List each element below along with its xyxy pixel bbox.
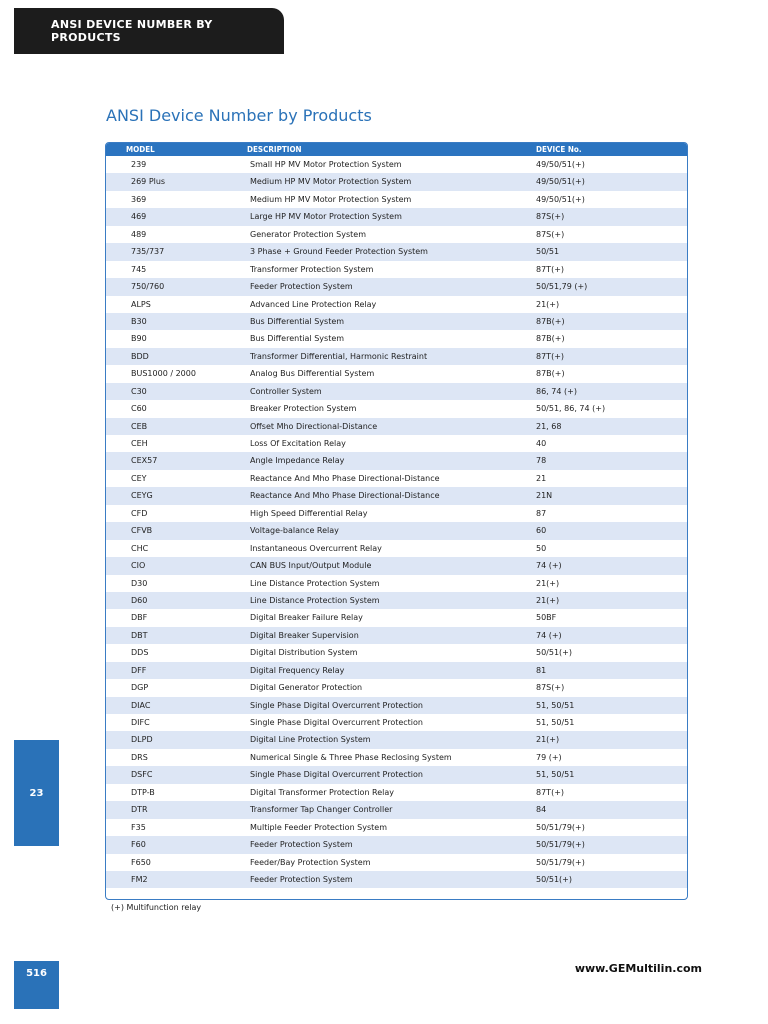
cell-description: Bus Differential System — [250, 334, 345, 344]
chapter-tab — [14, 740, 59, 846]
cell-device-no: 87S(+) — [536, 229, 565, 239]
cell-device-no: 50/51, 86, 74 (+) — [536, 404, 606, 414]
cell-model: DIFC — [131, 718, 150, 727]
cell-description: Reactance And Mho Phase Directional-Distance — [250, 473, 440, 483]
cell-device-no: 49/50/51(+) — [536, 194, 585, 204]
cell-device-no: 51, 50/51 — [536, 770, 575, 780]
cell-model: DTP-B — [131, 787, 155, 797]
cell-device-no: 86, 74 (+) — [536, 386, 577, 396]
cell-model: BDD — [131, 351, 149, 361]
cell-description: Medium HP MV Motor Protection System — [250, 177, 412, 187]
cell-model: 735/737 — [131, 247, 165, 257]
cell-device-no: 21(+) — [536, 735, 560, 745]
cell-device-no: 78 — [536, 456, 547, 466]
table-row — [106, 679, 687, 696]
cell-description: Digital Generator Protection — [250, 683, 363, 693]
cell-description: Angle Impedance Relay — [250, 456, 345, 466]
table-row — [106, 487, 687, 504]
cell-device-no: 50/51(+) — [536, 648, 572, 658]
cell-device-no: 87T(+) — [536, 351, 565, 361]
table-row — [106, 226, 687, 243]
cell-model: 750/760 — [131, 282, 165, 292]
cell-model: DLPD — [131, 735, 153, 745]
cell-model: D30 — [131, 578, 148, 588]
cell-device-no: 50/51/79(+) — [536, 840, 585, 850]
cell-model: 745 — [131, 264, 147, 274]
cell-description: Medium HP MV Motor Protection System — [250, 194, 412, 204]
cell-device-no: 87B(+) — [536, 369, 565, 379]
cell-device-no: 50/51,79 (+) — [536, 282, 588, 292]
table-row — [106, 505, 687, 522]
cell-device-no: 50/51(+) — [536, 874, 572, 884]
table-row — [106, 522, 687, 539]
cell-description: Line Distance Protection System — [250, 595, 380, 605]
table-row — [106, 731, 687, 748]
table-row — [106, 801, 687, 818]
table-row — [106, 400, 687, 417]
table-row — [106, 836, 687, 853]
table-row — [106, 173, 687, 190]
cell-model: F60 — [131, 840, 146, 850]
cell-description: Transformer Protection System — [250, 264, 374, 274]
cell-model: 239 — [131, 160, 147, 169]
cell-device-no: 87S(+) — [536, 212, 565, 222]
cell-description: Single Phase Digital Overcurrent Protection — [250, 700, 423, 710]
cell-model: DGP — [131, 683, 149, 693]
cell-description: Digital Line Protection System — [250, 735, 371, 745]
cell-device-no: 50 — [536, 543, 547, 553]
cell-device-no: 84 — [536, 805, 547, 815]
cell-description: Digital Breaker Supervision — [250, 630, 359, 640]
table-row — [106, 871, 687, 888]
table-row — [106, 261, 687, 278]
table-row — [106, 766, 687, 783]
cell-device-no: 87T(+) — [536, 264, 565, 274]
cell-description: Offset Mho Directional-Distance — [250, 421, 378, 431]
cell-model: D60 — [131, 595, 148, 605]
cell-description: Numerical Single & Three Phase Reclosing System — [250, 752, 452, 762]
cell-model: DIAC — [131, 700, 151, 710]
cell-device-no: 87 — [536, 508, 547, 518]
cell-description: Transformer Differential, Harmonic Restraint — [250, 351, 428, 361]
cell-model: CIO — [131, 561, 146, 571]
cell-device-no: 21, 68 — [536, 421, 562, 431]
table-row — [106, 749, 687, 766]
table-row — [106, 470, 687, 487]
website-link[interactable]: www.GEMultilin.com — [574, 962, 702, 975]
section-header-tab — [14, 8, 284, 54]
table-row — [106, 191, 687, 208]
cell-model: CEB — [131, 421, 148, 431]
cell-description: CAN BUS Input/Output Module — [250, 561, 372, 571]
cell-description: Multiple Feeder Protection System — [250, 822, 388, 832]
cell-device-no: 21(+) — [536, 578, 560, 588]
table-row — [106, 854, 687, 871]
cell-model: CEX57 — [131, 456, 158, 466]
cell-model: 469 — [131, 212, 147, 222]
table-row — [106, 662, 687, 679]
table-row — [106, 243, 687, 260]
cell-description: Feeder Protection System — [250, 840, 353, 850]
cell-model: B90 — [131, 334, 147, 344]
cell-model: CHC — [131, 543, 149, 553]
cell-description: Analog Bus Differential System — [250, 369, 375, 379]
cell-model: 369 — [131, 194, 147, 204]
table-row — [106, 156, 687, 173]
cell-description: Instantaneous Overcurrent Relay — [250, 543, 382, 553]
cell-model: ALPS — [131, 299, 151, 309]
table-row — [106, 540, 687, 557]
cell-model: 489 — [131, 229, 147, 239]
table-row — [106, 452, 687, 469]
table-row — [106, 383, 687, 400]
cell-model: C30 — [131, 386, 147, 396]
cell-description: Voltage-balance Relay — [250, 526, 339, 536]
footnote: (+) Multifunction relay — [111, 903, 202, 912]
table-row — [106, 819, 687, 836]
cell-device-no: 21N — [536, 491, 553, 501]
table-row — [106, 557, 687, 574]
cell-device-no: 50/51/79(+) — [536, 857, 585, 867]
cell-description: Single Phase Digital Overcurrent Protection — [250, 718, 423, 727]
cell-model: DTR — [131, 805, 148, 815]
table-row — [106, 418, 687, 435]
table-row — [106, 697, 687, 714]
cell-description: Transformer Tap Changer Controller — [250, 805, 393, 815]
cell-model: DSFC — [131, 770, 153, 780]
table-row — [106, 714, 687, 731]
table-row — [106, 644, 687, 661]
cell-model: DFF — [131, 665, 147, 675]
cell-device-no: 60 — [536, 526, 547, 536]
cell-description: Small HP MV Motor Protection System — [250, 160, 402, 169]
cell-description: 3 Phase + Ground Feeder Protection System — [250, 247, 428, 257]
table-body — [106, 156, 687, 888]
table-row — [106, 627, 687, 644]
cell-model: F650 — [131, 857, 151, 867]
cell-model: DBF — [131, 613, 148, 623]
table-row — [106, 208, 687, 225]
table-row — [106, 592, 687, 609]
table-row — [106, 609, 687, 626]
column-header-model: MODEL — [126, 145, 155, 154]
cell-device-no: 51, 50/51 — [536, 718, 575, 727]
cell-description: Feeder Protection System — [250, 874, 353, 884]
table-header — [106, 143, 687, 156]
cell-model: DBT — [131, 630, 148, 640]
cell-description: Digital Frequency Relay — [250, 665, 345, 675]
cell-description: High Speed Differential Relay — [250, 508, 368, 518]
cell-device-no: 87T(+) — [536, 787, 565, 797]
cell-description: Bus Differential System — [250, 316, 345, 326]
cell-device-no: 21 — [536, 473, 547, 483]
cell-device-no: 40 — [536, 439, 547, 448]
cell-model: DRS — [131, 752, 148, 762]
cell-description: Digital Breaker Failure Relay — [250, 613, 363, 623]
cell-device-no: 50/51 — [536, 247, 560, 257]
cell-description: Feeder Protection System — [250, 282, 353, 292]
cell-model: CEH — [131, 439, 148, 448]
table-row — [106, 330, 687, 347]
cell-device-no: 79 (+) — [536, 752, 562, 762]
page-title: ANSI Device Number by Products — [106, 106, 372, 125]
cell-device-no: 50BF — [536, 613, 557, 623]
cell-device-no: 74 (+) — [536, 561, 562, 571]
cell-description: Feeder/Bay Protection System — [250, 857, 371, 867]
cell-description: Line Distance Protection System — [250, 578, 380, 588]
cell-device-no: 51, 50/51 — [536, 700, 575, 710]
cell-description: Breaker Protection System — [250, 404, 357, 414]
cell-description: Generator Protection System — [250, 229, 367, 239]
cell-device-no: 21(+) — [536, 299, 560, 309]
cell-description: Reactance And Mho Phase Directional-Distance — [250, 491, 440, 501]
cell-model: BUS1000 / 2000 — [131, 369, 196, 379]
cell-device-no: 21(+) — [536, 595, 560, 605]
cell-model: F35 — [131, 822, 146, 832]
page-number-box — [14, 961, 59, 1009]
cell-model: 269 Plus — [131, 177, 166, 187]
cell-model: FM2 — [131, 874, 148, 884]
cell-description: Advanced Line Protection Relay — [250, 299, 377, 309]
cell-device-no: 81 — [536, 665, 547, 675]
cell-device-no: 87S(+) — [536, 683, 565, 693]
table-row — [106, 435, 687, 452]
device-table — [105, 142, 688, 900]
table-row — [106, 784, 687, 801]
chapter-number: 23 — [29, 787, 44, 799]
cell-model: B30 — [131, 316, 147, 326]
cell-model: C60 — [131, 404, 147, 414]
cell-description: Digital Distribution System — [250, 648, 358, 658]
cell-device-no: 49/50/51(+) — [536, 160, 585, 169]
cell-device-no: 50/51/79(+) — [536, 822, 585, 832]
cell-description: Large HP MV Motor Protection System — [250, 212, 402, 222]
cell-model: CEY — [131, 473, 147, 483]
cell-description: Loss Of Excitation Relay — [250, 439, 346, 448]
table-row — [106, 313, 687, 330]
table-row — [106, 575, 687, 592]
cell-model: DDS — [131, 648, 149, 658]
cell-description: Digital Transformer Protection Relay — [250, 787, 395, 797]
cell-model: CEYG — [131, 491, 153, 501]
section-header-label: ANSI DEVICE NUMBER BY PRODUCTS — [51, 18, 213, 44]
cell-device-no: 87B(+) — [536, 334, 565, 344]
table-row — [106, 278, 687, 295]
cell-description: Controller System — [250, 386, 322, 396]
cell-device-no: 49/50/51(+) — [536, 177, 585, 187]
cell-device-no: 74 (+) — [536, 630, 562, 640]
cell-model: CFD — [131, 508, 148, 518]
cell-device-no: 87B(+) — [536, 316, 565, 326]
column-header-description: DESCRIPTION — [247, 145, 302, 154]
column-header-device-no: DEVICE No. — [536, 145, 582, 154]
table-row — [106, 296, 687, 313]
table-row — [106, 365, 687, 382]
table-row — [106, 348, 687, 365]
cell-description: Single Phase Digital Overcurrent Protection — [250, 770, 423, 780]
page-number: 516 — [26, 968, 47, 979]
cell-model: CFVB — [131, 526, 153, 536]
